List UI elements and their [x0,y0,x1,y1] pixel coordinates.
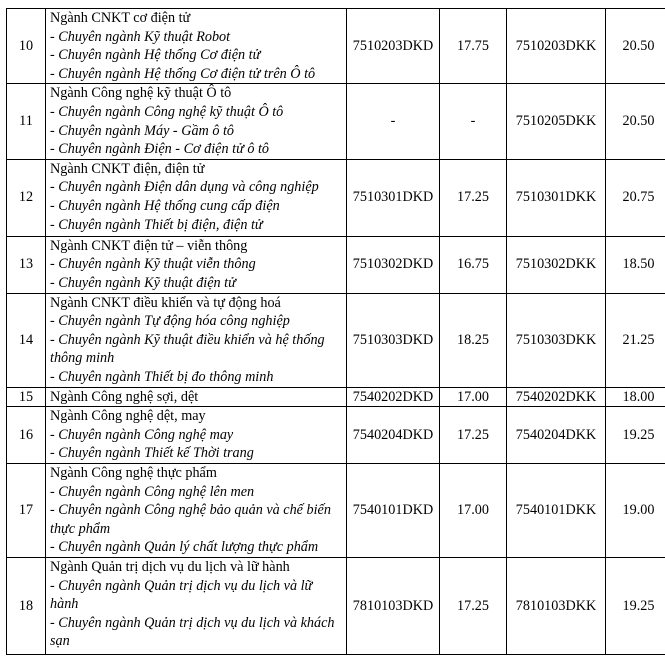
major-cell [46,558,347,655]
row-number-cell: 11 [7,84,46,159]
specialization-item: - Chuyên ngành Thiết bị điện, điện tử [50,216,263,233]
program-code-dkd-cell: 7510301DKD [347,159,440,236]
major-name: Ngành CNKT điện tử – viễn thông [50,237,248,254]
program-code-dkk-cell: 7540204DKK [507,407,606,464]
table-row [7,387,665,407]
major-name: Ngành Quản trị dịch vụ du lịch và lữ hành [50,559,290,576]
score-dkd-cell: 17.00 [440,387,507,407]
table-row [7,464,665,558]
specialization-item: - Chuyên ngành Tự động hóa công nghiệp [50,313,290,330]
program-code-dkd-cell: - [347,84,440,159]
score-dkk-cell: 19.25 [606,407,665,464]
score-dkd-cell: 17.75 [440,9,507,84]
major-cell [46,464,347,558]
program-code-dkk-cell: 7510301DKK [507,159,606,236]
row-number-cell: 12 [7,159,46,236]
specialization-item: - Chuyên ngành Hệ thống Cơ điện tử [50,47,261,64]
score-dkd-cell: 18.25 [440,293,507,387]
score-dkk-cell: 20.50 [606,9,665,84]
table-body [7,9,665,655]
program-code-dkd-cell: 7810103DKD [347,558,440,655]
row-number-cell: 14 [7,293,46,387]
row-number-cell: 18 [7,558,46,655]
program-code-dkd-cell: 7540101DKD [347,464,440,558]
major-name: Ngành Công nghệ kỹ thuật Ô tô [50,85,232,102]
score-dkd-cell: 17.00 [440,464,507,558]
specialization-item: - Chuyên ngành Điện dân dụng và công nghiệp [50,179,319,196]
specialization-item: - Chuyên ngành Công nghệ bảo quản và chế biến thực phẩm [50,502,331,537]
specialization-item: - Chuyên ngành Kỹ thuật điện tử [50,274,236,291]
specialization-item: - Chuyên ngành Quản trị dịch vụ du lịch và khách sạn [50,614,335,650]
specialization-item: - Chuyên ngành Kỹ thuật viễn thông [50,256,256,273]
specialization-item: - Chuyên ngành Thiết bị đo thông minh [50,368,274,385]
specialization-item: - Chuyên ngành Điện - Cơ điện tử ô tô [50,141,270,158]
program-code-dkk-cell: 7810103DKK [507,558,606,655]
specialization-item: - Chuyên ngành Kỹ thuật điều khiển và hệ thống thông minh [50,331,325,367]
table-row [7,236,665,293]
program-code-dkd-cell: 7510203DKD [347,9,440,84]
program-code-dkk-cell: 7510303DKK [507,293,606,387]
specialization-item: - Chuyên ngành Hệ thống Cơ điện tử trên Ô tô [50,65,316,82]
score-dkk-cell: 20.50 [606,84,665,159]
program-code-dkk-cell: 7540202DKK [507,387,606,407]
major-name: Ngành CNKT điều khiển và tự động hoá [50,294,281,311]
specialization-item: - Chuyên ngành Quản trị dịch vụ du lịch và lữ hành [50,577,313,613]
specialization-item: - Chuyên ngành Quản lý chất lượng thực phẩm [50,539,319,556]
program-code-dkd-cell: 7510302DKD [347,236,440,293]
program-code-dkk-cell: 7510203DKK [507,9,606,84]
score-dkk-cell: 18.00 [606,387,665,407]
row-number-cell: 16 [7,407,46,464]
major-name: Ngành Công nghệ dệt, may [50,408,206,425]
major-cell [46,293,347,387]
table-row [7,159,665,236]
program-code-dkd-cell: 7540204DKD [347,407,440,464]
specialization-item: - Chuyên ngành Công nghệ lên men [50,483,255,500]
table-row [7,9,665,84]
score-dkd-cell: 16.75 [440,236,507,293]
table-row [7,293,665,387]
score-dkd-cell: 17.25 [440,558,507,655]
program-code-dkk-cell: 7510302DKK [507,236,606,293]
major-name: Ngành Công nghệ sợi, dệt [50,388,199,405]
major-cell [46,9,347,84]
specialization-item: - Chuyên ngành Công nghệ kỹ thuật Ô tô [50,103,284,120]
specialization-item: - Chuyên ngành Công nghệ may [50,426,234,443]
specialization-item: - Chuyên ngành Kỹ thuật Robot [50,28,231,45]
program-code-dkd-cell: 7510303DKD [347,293,440,387]
row-number-cell: 15 [7,387,46,407]
program-code-dkk-cell: 7510205DKK [507,84,606,159]
row-number-cell: 10 [7,9,46,84]
major-name: Ngành Công nghệ thực phẩm [50,465,217,482]
score-dkk-cell: 20.75 [606,159,665,236]
score-dkk-cell: 19.00 [606,464,665,558]
table-row [7,84,665,159]
specialization-item: - Chuyên ngành Hệ thống cung cấp điện [50,197,280,214]
table-row [7,558,665,655]
score-dkk-cell: 19.25 [606,558,665,655]
program-code-dkd-cell: 7540202DKD [347,387,440,407]
specialization-item: - Chuyên ngành Thiết kế Thời trang [50,445,254,462]
major-cell [46,407,347,464]
score-dkk-cell: 18.50 [606,236,665,293]
score-dkd-cell: 17.25 [440,159,507,236]
score-dkd-cell: - [440,84,507,159]
table-row [7,407,665,464]
major-cell [46,236,347,293]
row-number-cell: 17 [7,464,46,558]
specialization-item: - Chuyên ngành Máy - Gầm ô tô [50,122,235,139]
major-cell [46,387,347,407]
program-code-dkk-cell: 7540101DKK [507,464,606,558]
major-cell [46,159,347,236]
row-number-cell: 13 [7,236,46,293]
score-dkk-cell: 21.25 [606,293,665,387]
major-name: Ngành CNKT điện, điện tử [50,160,205,177]
major-cell [46,84,347,159]
admissions-score-table [6,8,665,655]
score-dkd-cell: 17.25 [440,407,507,464]
major-name: Ngành CNKT cơ điện tử [50,10,191,26]
